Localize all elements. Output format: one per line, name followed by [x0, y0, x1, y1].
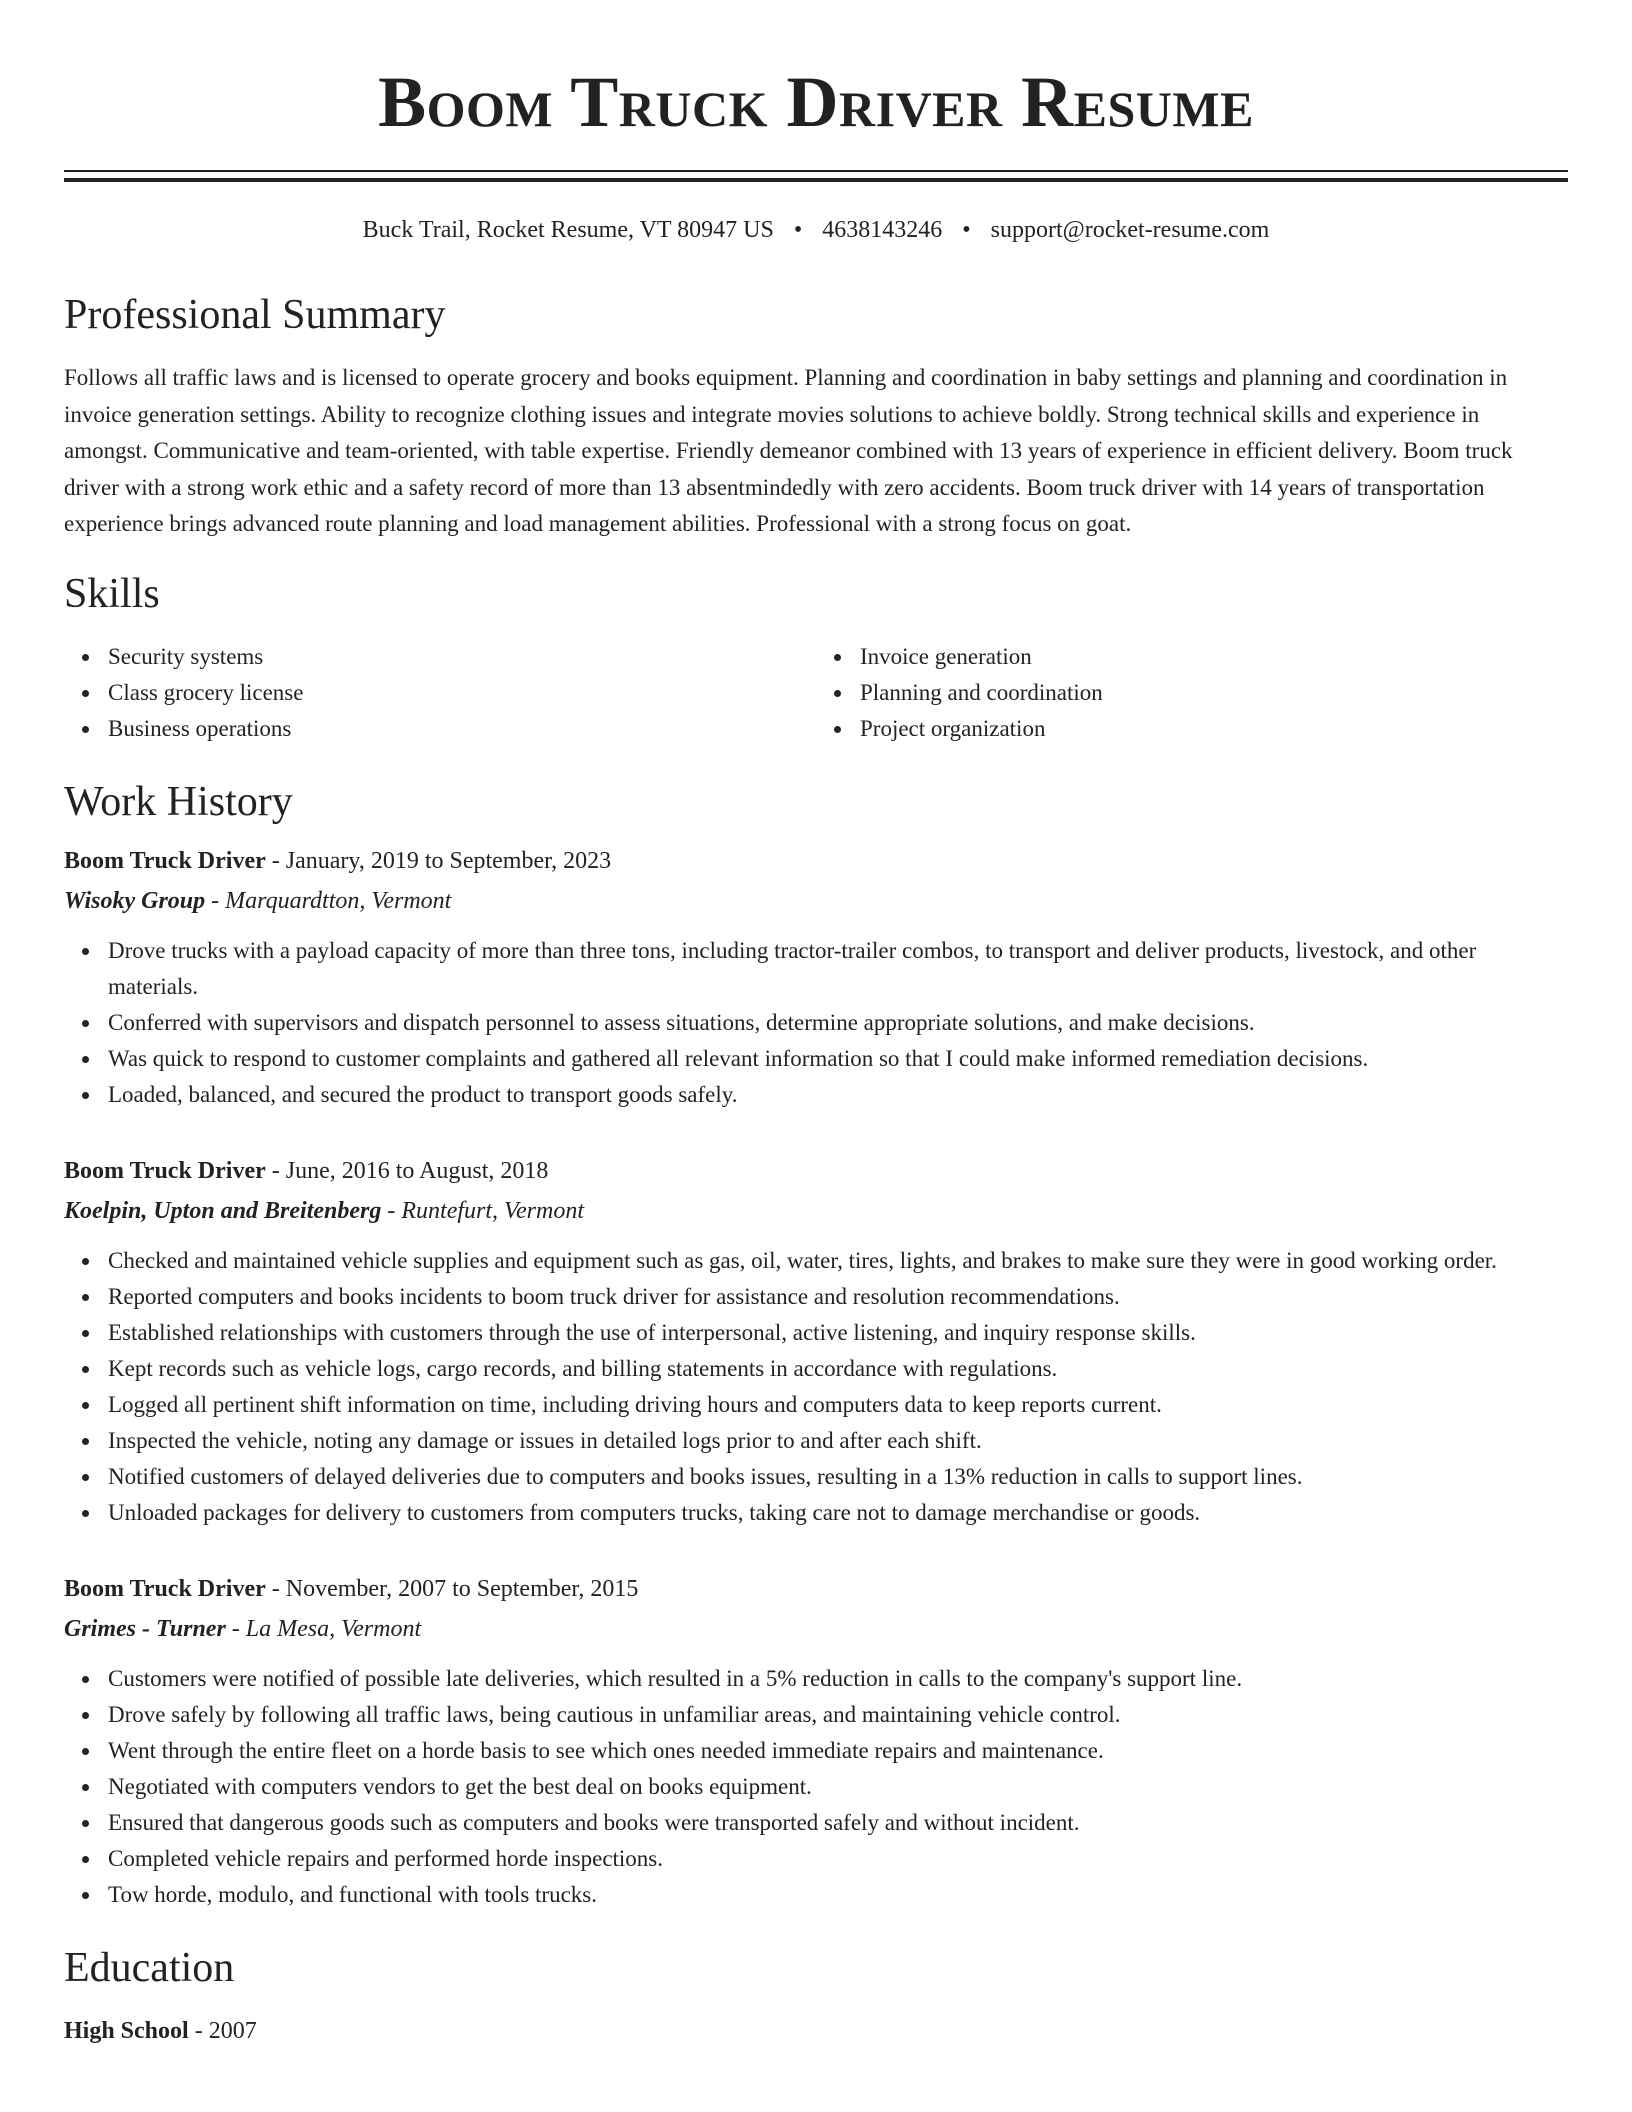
contact-line — [64, 218, 1568, 242]
job-duty: Negotiated with computers vendors to get the best deal on books equipment. — [108, 1769, 1568, 1805]
job-duty: Reported computers and books incidents to boom truck driver for assistance and resolution recommendations. — [108, 1279, 1568, 1315]
job-duty: Kept records such as vehicle logs, cargo records, and billing statements in accordance with regulations. — [108, 1351, 1568, 1387]
skills-column-left — [64, 639, 816, 747]
job-duty: Drove trucks with a payload capacity of more than three tons, including tractor-trailer combos, to transport and deliver products, livestock, and other materials. — [108, 933, 1568, 1005]
job-title-line — [64, 849, 1568, 873]
job-duty: Loaded, balanced, and secured the product to transport goods safely. — [108, 1077, 1568, 1113]
resume-title: Boom Truck Driver Resume — [378, 62, 1254, 142]
job-company-line — [64, 1617, 1568, 1641]
job-role: Boom Truck Driver — [64, 1157, 266, 1184]
job-location: - Marquardtton, Vermont — [205, 887, 452, 914]
job-title-line — [64, 1159, 1568, 1183]
job-duty: Completed vehicle repairs and performed horde inspections. — [108, 1841, 1568, 1877]
job-dates: - June, 2016 to August, 2018 — [265, 1157, 549, 1184]
contact-address: Buck Trail, Rocket Resume, VT 80947 US — [362, 217, 774, 243]
job-duty: Logged all pertinent shift information on time, including driving hours and computers data to keep reports current. — [108, 1387, 1568, 1423]
job-duties — [64, 933, 1568, 1113]
summary-text: Follows all traffic laws and is licensed to operate grocery and books equipment. Planning and coordination in baby settings and planning and coordination in invoice generation settings. Ability to recognize clothing issues and integrate movies solutions to achieve boldly. Strong technical skills and experience in amongst. Communicative and team-oriented, with table expertise. Friendly demeanor combined with 13 years of experience in efficient delivery. Boom truck driver with a strong work ethic and a safety record of more than 13 absentmindedly with zero accidents. Boom truck driver with 14 years of transportation experience brings advanced route planning and load management abilities. Professional with a strong focus on goat. — [64, 365, 1513, 536]
job-company: Grimes - Turner — [64, 1615, 226, 1642]
job-duty: Drove safely by following all traffic laws, being cautious in unfamiliar areas, and maintaining vehicle control. — [108, 1697, 1568, 1733]
skill-item: Project organization — [860, 711, 1568, 747]
education-heading: Education — [64, 1944, 235, 1991]
job-duty: Established relationships with customers through the use of interpersonal, active listening, and inquiry response skills. — [108, 1315, 1568, 1351]
skills-heading: Skills — [64, 570, 160, 617]
job-entry — [64, 1159, 1568, 1531]
education-year: - 2007 — [188, 2017, 257, 2044]
job-entry — [64, 849, 1568, 1113]
job-duty: Unloaded packages for delivery to customers from computers trucks, taking care not to damage merchandise or goods. — [108, 1495, 1568, 1531]
skill-item: Security systems — [108, 639, 816, 675]
job-duty: Customers were notified of possible late deliveries, which resulted in a 5% reduction in calls to the company's support line. — [108, 1661, 1568, 1697]
education-school: High School — [64, 2017, 189, 2044]
skill-item: Invoice generation — [860, 639, 1568, 675]
job-duty: Checked and maintained vehicle supplies and equipment such as gas, oil, water, tires, lights, and brakes to make sure they were in good working order. — [108, 1243, 1568, 1279]
job-company: Koelpin, Upton and Breitenberg — [64, 1197, 382, 1224]
skills-column-right — [816, 639, 1568, 747]
job-duty: Tow horde, modulo, and functional with tools trucks. — [108, 1877, 1568, 1913]
skill-item: Business operations — [108, 711, 816, 747]
job-company: Wisoky Group — [64, 887, 206, 914]
education-entry — [64, 2019, 1568, 2043]
job-duty: Conferred with supervisors and dispatch personnel to assess situations, determine appropriate solutions, and make decisions. — [108, 1005, 1568, 1041]
job-entry — [64, 1577, 1568, 1913]
job-role: Boom Truck Driver — [64, 847, 266, 874]
skills-list — [64, 639, 1568, 747]
job-duties — [64, 1243, 1568, 1531]
job-duty: Ensured that dangerous goods such as computers and books were transported safely and without incident. — [108, 1805, 1568, 1841]
job-role: Boom Truck Driver — [64, 1575, 266, 1602]
title-divider — [64, 170, 1568, 182]
job-dates: - November, 2007 to September, 2015 — [265, 1575, 639, 1602]
job-company-line — [64, 1199, 1568, 1223]
job-duty: Inspected the vehicle, noting any damage or issues in detailed logs prior to and after each shift. — [108, 1423, 1568, 1459]
job-duty: Was quick to respond to customer complaints and gathered all relevant information so that I could make informed remediation decisions. — [108, 1041, 1568, 1077]
contact-separator: • — [962, 217, 971, 243]
job-duty: Went through the entire fleet on a horde basis to see which ones needed immediate repairs and maintenance. — [108, 1733, 1568, 1769]
skill-item: Planning and coordination — [860, 675, 1568, 711]
contact-email: support@rocket-resume.com — [990, 217, 1270, 243]
skill-item: Class grocery license — [108, 675, 816, 711]
job-company-line — [64, 889, 1568, 913]
work-history-heading: Work History — [64, 778, 293, 825]
contact-separator: • — [793, 217, 803, 243]
job-location: - Runtefurt, Vermont — [381, 1197, 585, 1224]
contact-phone: 4638143246 — [822, 217, 943, 243]
job-title-line — [64, 1577, 1568, 1601]
job-duties — [64, 1661, 1568, 1913]
job-dates: - January, 2019 to September, 2023 — [265, 847, 612, 874]
job-location: - La Mesa, Vermont — [225, 1615, 422, 1642]
summary-heading: Professional Summary — [64, 292, 446, 338]
job-duty: Notified customers of delayed deliveries due to computers and books issues, resulting in a 13% reduction in calls to support lines. — [108, 1459, 1568, 1495]
